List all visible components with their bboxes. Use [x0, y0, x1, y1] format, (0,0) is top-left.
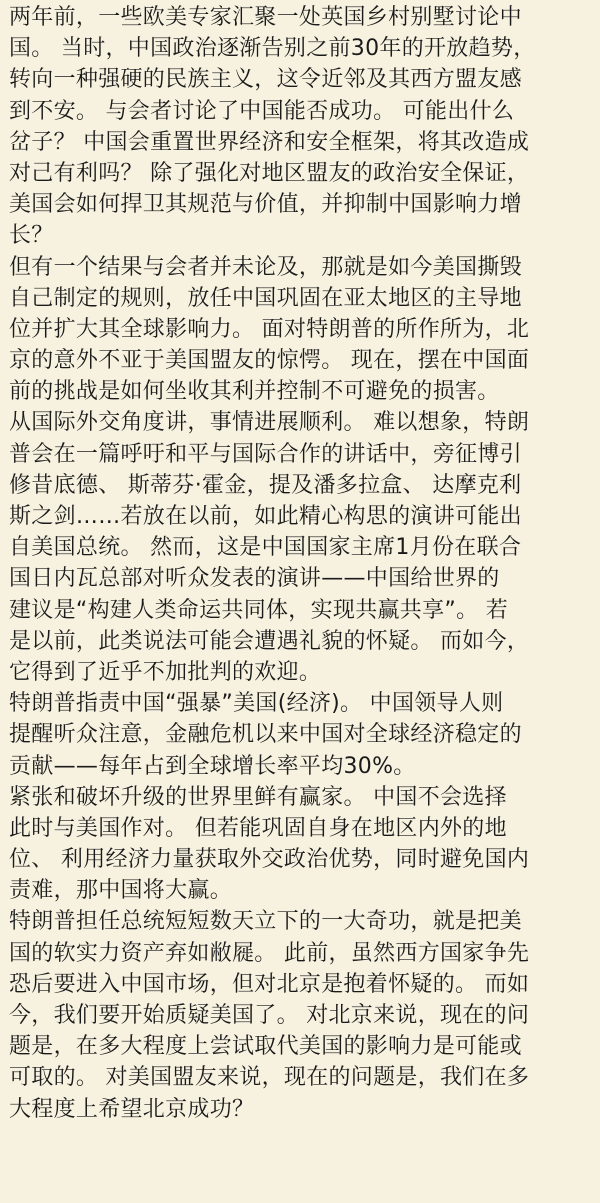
text-line: 题是，在多大程度上尝试取代美国的影响力是可能或: [9, 1034, 522, 1060]
text-line: 长？: [9, 223, 54, 249]
text-line: 提醒听众注意，金融危机以来中国对全球经济稳定的: [9, 722, 522, 748]
paragraph-2: [9, 252, 596, 408]
text-line: 但有一个结果与会者并未论及，那就是如今美国撕毁: [9, 254, 522, 280]
text-line: 到不安。 与会者讨论了中国能否成功。 可能出什么: [9, 98, 515, 124]
text-line: 美国会如何捍卫其规范与价值，并抑制中国影响力增: [9, 192, 522, 218]
text-line: 斯之剑……若放在以前，如此精心构思的演讲可能出: [9, 504, 522, 529]
text-line: 国日内瓦总部对听众发表的演讲——中国给世界的: [9, 566, 500, 592]
text-line: 恐后要进入中国市场，但对北京是抱着怀疑的。 而如: [9, 971, 530, 997]
text-line: 京的意外不亚于美国盟友的惊愕。 现在，摆在中国面: [9, 348, 530, 374]
text-line: 可取的。 对美国盟友来说，现在的问题是，我们在多: [9, 1065, 530, 1091]
text-line: 普会在一篇呼吁和平与国际合作的讲话中，旁征博引: [9, 441, 522, 467]
text-line: 对己有利吗？ 除了强化对地区盟友的政治安全保证，: [9, 160, 530, 186]
paragraph-3: [9, 407, 596, 688]
text-line: 今，我们要开始质疑美国了。 对北京来说，现在的问: [9, 1003, 530, 1028]
text-line: 两年前，一些欧美专家汇聚一处英国乡村别墅讨论中: [9, 5, 522, 30]
text-line: 自己制定的规则，放任中国巩固在亚太地区的主导地: [9, 285, 522, 311]
text-line: 它得到了近乎不加批判的欢迎。: [9, 659, 322, 685]
text-line: 从国际外交角度讲，事情进展顺利。 难以想象，特朗: [9, 410, 530, 436]
text-line: 紧张和破坏升级的世界里鲜有赢家。 中国不会选择: [9, 784, 507, 810]
text-line: 位、 利用经济力量获取外交政治优势，同时避免国内: [9, 847, 530, 873]
text-line: 修昔底德、 斯蒂芬·霍金，提及潘多拉盒、 达摩克利: [9, 472, 522, 498]
text-line: 国的软实力资产弃如敝屣。 此前，虽然西方国家争先: [9, 940, 530, 966]
text-line: 国。 当时，中国政治逐渐告别之前30年的开放趋势，: [9, 36, 536, 62]
paragraph-6: [9, 906, 596, 1124]
text-line: 转向一种强硬的民族主义，这令近邻及其西方盟友感: [9, 67, 522, 93]
text-line: 自美国总统。 然而，这是中国国家主席1月份在联合: [9, 535, 522, 561]
text-line: 责难，那中国将大赢。: [9, 878, 233, 904]
text-line: 建议是“构建人类命运共同体，实现共赢共享”。 若: [9, 597, 508, 623]
paragraph-1: [9, 2, 596, 252]
text-line: 贡献——每年占到全球增长率平均30%。: [9, 753, 416, 779]
text-line: 前的挑战是如何坐收其利并控制不可避免的损害。: [9, 379, 500, 405]
text-line: 位并扩大其全球影响力。 面对特朗普的所作所为，北: [9, 316, 530, 342]
paragraph-4: [9, 688, 596, 782]
text-line: 岔子？ 中国会重置世界经济和安全框架，将其改造成: [9, 129, 530, 155]
text-line: 特朗普指责中国“强暴”美国(经济)。 中国领导人则: [9, 691, 504, 717]
text-line: 大程度上希望北京成功？: [9, 1096, 255, 1122]
text-line: 此时与美国作对。 但若能巩固自身在地区内外的地: [9, 815, 507, 841]
paragraph-5: [9, 782, 596, 907]
text-line: 特朗普担任总统短短数天立下的一大奇功，就是把美: [9, 909, 522, 935]
text-line: 是以前，此类说法可能会遭遇礼貌的怀疑。 而如今，: [9, 628, 530, 654]
